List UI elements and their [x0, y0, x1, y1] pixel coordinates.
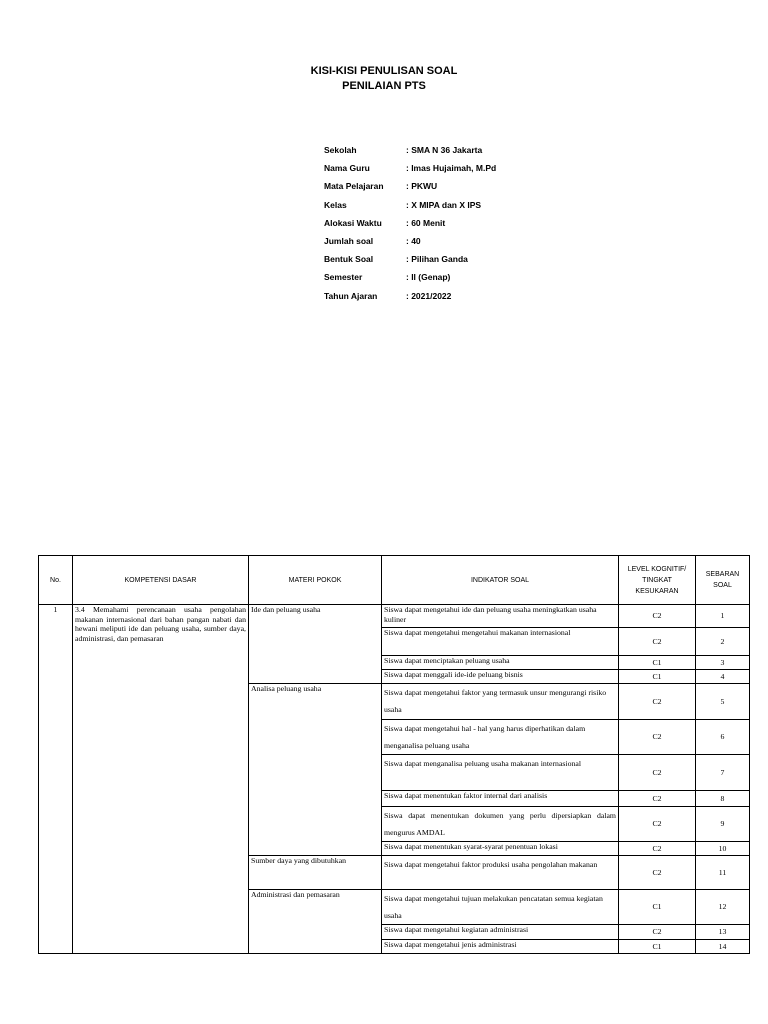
info-label: Semester — [324, 272, 363, 283]
info-row-jumlah-soal — [324, 232, 496, 250]
cell-soal: 5 — [696, 684, 750, 720]
info-label: Tahun Ajaran — [324, 290, 378, 301]
info-label: Alokasi Waktu — [324, 217, 382, 228]
cell-level: C1 — [619, 670, 696, 684]
info-row-mata-pelajaran — [324, 177, 496, 195]
info-value: : 60 Menit — [406, 217, 446, 228]
cell-indikator: Siswa dapat menentukan faktor internal dari analisis — [382, 791, 619, 807]
cell-soal: 13 — [696, 925, 750, 940]
title-line-1: KISI-KISI PENULISAN SOAL — [310, 65, 458, 77]
cell-kompetensi-dasar: 3.4 Memahami perencanaan usaha pengolahan makanan internasional dari bahan pangan nabati dan hewani meliputi ide dan peluang usaha, sumber daya, administrasi, dan pemasaran — [73, 605, 249, 954]
cell-soal: 10 — [696, 842, 750, 856]
info-label: Mata Pelajaran — [324, 181, 384, 192]
info-label: Nama Guru — [324, 163, 370, 174]
cell-no: 1 — [39, 605, 73, 954]
title-line-2: PENILAIAN PTS — [342, 80, 426, 92]
cell-indikator: Siswa dapat mengetahui jenis administrasi — [382, 940, 619, 954]
cell-indikator: Siswa dapat menganalisa peluang usaha makanan internasional — [382, 755, 619, 791]
cell-level: C2 — [619, 925, 696, 940]
cell-materi-sumber-daya: Sumber daya yang dibutuhkan — [249, 856, 382, 890]
info-label: Sekolah — [324, 145, 357, 156]
cell-soal: 2 — [696, 628, 750, 656]
info-value: : 40 — [406, 236, 421, 247]
cell-soal: 7 — [696, 755, 750, 791]
table-header-row — [39, 556, 750, 605]
cell-indikator: Siswa dapat menggali ide-ide peluang bisnis — [382, 670, 619, 684]
cell-soal: 14 — [696, 940, 750, 954]
cell-level: C2 — [619, 684, 696, 720]
cell-indikator: Siswa dapat mengetahui mengetahui makanan internasional — [382, 628, 619, 656]
cell-indikator: Siswa dapat mengetahui tujuan melakukan pencatatan semua kegiatan usaha — [382, 890, 619, 925]
cell-soal: 8 — [696, 791, 750, 807]
cell-indikator: Siswa dapat mengetahui hal - hal yang harus diperhatikan dalam menganalisa peluang usaha — [382, 720, 619, 755]
cell-indikator: Siswa dapat menentukan dokumen yang perlu dipersiapkan dalam mengurus AMDAL — [382, 807, 619, 842]
info-row-kelas — [324, 196, 496, 214]
kisi-kisi-table — [38, 555, 750, 954]
cell-level: C2 — [619, 628, 696, 656]
cell-soal: 9 — [696, 807, 750, 842]
cell-soal: 11 — [696, 856, 750, 890]
cell-indikator: Siswa dapat mengetahui faktor produksi usaha pengolahan makanan — [382, 856, 619, 890]
info-row-nama-guru — [324, 159, 496, 177]
identity-info — [324, 141, 496, 305]
cell-indikator: Siswa dapat mengetahui ide dan peluang usaha meningkatkan usaha kuliner — [382, 605, 619, 628]
document-title — [0, 64, 768, 94]
cell-indikator: Siswa dapat mengetahui faktor yang termasuk unsur mengurangi risiko usaha — [382, 684, 619, 720]
header-kompetensi-dasar: KOMPETENSI DASAR — [73, 556, 249, 605]
table-row — [39, 605, 750, 628]
cell-level: C2 — [619, 605, 696, 628]
info-label: Kelas — [324, 199, 347, 210]
header-materi-pokok: MATERI POKOK — [249, 556, 382, 605]
info-value: : II (Genap) — [406, 272, 451, 283]
info-row-bentuk-soal — [324, 250, 496, 268]
cell-indikator: Siswa dapat mengetahui kegiatan administrasi — [382, 925, 619, 940]
cell-materi-administrasi: Administrasi dan pemasaran — [249, 890, 382, 954]
cell-level: C2 — [619, 755, 696, 791]
cell-indikator: Siswa dapat menciptakan peluang usaha — [382, 656, 619, 670]
header-sebaran-soal: SEBARAN SOAL — [696, 556, 750, 605]
cell-level: C2 — [619, 791, 696, 807]
header-level-kognitif: LEVEL KOGNITIF/ TINGKAT KESUKARAN — [619, 556, 696, 605]
cell-level: C2 — [619, 842, 696, 856]
cell-level: C1 — [619, 890, 696, 925]
cell-materi-ide-peluang: Ide dan peluang usaha — [249, 605, 382, 684]
cell-level: C2 — [619, 807, 696, 842]
header-no: No. — [39, 556, 73, 605]
cell-soal: 4 — [696, 670, 750, 684]
info-row-semester — [324, 268, 496, 286]
info-value: : SMA N 36 Jakarta — [406, 145, 483, 156]
info-value: : PKWU — [406, 181, 438, 192]
cell-indikator: Siswa dapat menentukan syarat-syarat penentuan lokasi — [382, 842, 619, 856]
info-value: : 2021/2022 — [406, 290, 452, 301]
cell-level: C2 — [619, 856, 696, 890]
cell-level: C2 — [619, 720, 696, 755]
info-value: : X MIPA dan X IPS — [406, 199, 482, 210]
info-value: : Imas Hujaimah, M.Pd — [406, 163, 497, 174]
cell-soal: 6 — [696, 720, 750, 755]
info-row-tahun-ajaran — [324, 287, 496, 305]
info-row-alokasi-waktu — [324, 214, 496, 232]
cell-soal: 3 — [696, 656, 750, 670]
cell-level: C1 — [619, 656, 696, 670]
info-label: Bentuk Soal — [324, 254, 374, 265]
header-indikator-soal: INDIKATOR SOAL — [382, 556, 619, 605]
info-row-sekolah — [324, 141, 496, 159]
info-value: : Pilihan Ganda — [406, 254, 468, 265]
cell-soal: 1 — [696, 605, 750, 628]
cell-level: C1 — [619, 940, 696, 954]
info-label: Jumlah soal — [324, 236, 374, 247]
cell-soal: 12 — [696, 890, 750, 925]
cell-materi-analisa-peluang: Analisa peluang usaha — [249, 684, 382, 856]
